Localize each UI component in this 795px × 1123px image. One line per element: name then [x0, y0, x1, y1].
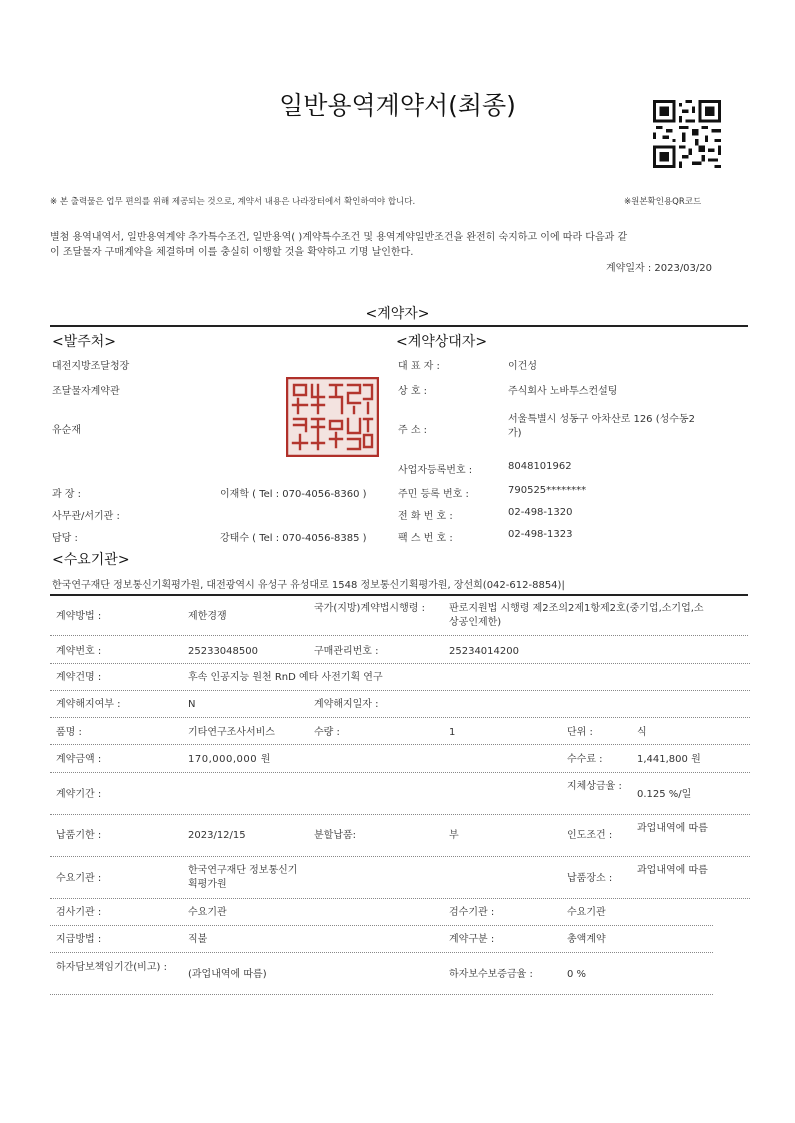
- contractor-label: 사업자등록번호 :: [398, 465, 473, 476]
- mgmt-value: 25234014200: [449, 646, 519, 657]
- accept-value: 수요기관: [567, 907, 606, 918]
- row-divider: [50, 814, 750, 815]
- inspect-value: 수요기관: [188, 907, 227, 918]
- amount-label: 계약금액 :: [56, 754, 102, 765]
- clerk-label: 사무관/서기관 :: [52, 511, 120, 522]
- no-label: 계약번호 :: [56, 646, 102, 657]
- item-value: 기타연구조사서비스: [188, 727, 275, 738]
- inspect-label: 검사기관 :: [56, 907, 102, 918]
- contractor-value: 8048101962: [508, 461, 572, 472]
- name-value: 후속 인공지능 원천 RnD 예타 사전기획 연구: [188, 672, 383, 683]
- parties-heading: <계약자>: [365, 306, 430, 322]
- item-label: 품명 :: [56, 727, 82, 738]
- contractor-label: 전 화 번 호 :: [398, 511, 453, 522]
- document-title: 일반용역계약서(최종): [279, 91, 516, 120]
- delivery-cond-value: 과업내역에 따름: [637, 823, 708, 834]
- intro-line-2: 이 조달물자 구매계약을 체결하며 이를 충실히 이행할 것을 확약하고 기명 날인한다.: [50, 247, 414, 258]
- warranty-rate-value: 0 %: [567, 969, 587, 980]
- split-label: 분할납품:: [314, 830, 357, 841]
- method-label: 계약방법 :: [56, 611, 102, 622]
- row-divider: [50, 744, 750, 745]
- unit-value: 식: [637, 727, 647, 738]
- fee-label: 수수료 :: [567, 754, 603, 765]
- contractor-value: 02-498-1323: [508, 529, 573, 540]
- contractor-label: 팩 스 번 호 :: [398, 533, 453, 544]
- staff-label: 담당 :: [52, 533, 78, 544]
- type-label: 계약구분 :: [449, 934, 495, 945]
- demand-label: 수요기관 :: [56, 873, 102, 884]
- unit-label: 단위 :: [567, 727, 593, 738]
- orderer-officer-name: 유순재: [52, 425, 81, 436]
- contractor-value: 790525********: [508, 485, 587, 496]
- method-value: 제한경쟁: [188, 611, 227, 622]
- row-divider: [50, 717, 750, 718]
- chief-label: 과 장 :: [52, 489, 82, 500]
- contractor-label: 대 표 자 :: [398, 361, 440, 372]
- notice-text: ※ 본 출력물은 업무 편의를 위해 제공되는 것으로, 계약서 내용은 나라장터에서 확인하여야 합니다.: [50, 197, 416, 207]
- law-label: 국가(지방)계약법시행령 :: [314, 603, 425, 614]
- contractor-value: 서울특별시 성동구 아차산로 126 (성수동2가): [508, 414, 695, 439]
- demand-heading: <수요기관>: [52, 552, 130, 568]
- row-divider: [50, 690, 750, 691]
- row-divider: [50, 856, 750, 857]
- parties-divider: [50, 325, 748, 327]
- cancel-date-label: 계약해지일자 :: [314, 699, 379, 710]
- demand-text: 한국연구재단 정보통신기획평가원, 대전광역시 유성구 유성대로 1548 정보통신기획평가원, 장선희(042-612-8854)|: [52, 580, 565, 591]
- qty-value: 1: [449, 727, 456, 738]
- row-divider: [50, 898, 750, 899]
- row-divider: [50, 952, 713, 953]
- type-value: 총액계약: [567, 934, 606, 945]
- chief-value: 이재학 ( Tel : 070-4056-8360 ): [220, 489, 367, 500]
- staff-value: 강태수 ( Tel : 070-4056-8385 ): [220, 533, 367, 544]
- row-divider: [50, 635, 748, 636]
- warranty-rate-label: 하자보수보증금율 :: [449, 969, 533, 980]
- contractor-heading: <계약상대자>: [396, 334, 488, 350]
- orderer-org: 대전지방조달청장: [52, 361, 130, 372]
- row-divider: [50, 925, 713, 926]
- qr-label: ※원본확인용QR코드: [624, 197, 702, 207]
- due-label: 납품기한 :: [56, 830, 102, 841]
- cancel-value: N: [188, 699, 196, 710]
- qr-code: [653, 100, 721, 168]
- period-label: 계약기간 :: [56, 789, 102, 800]
- orderer-officer-title: 조달물자계약관: [52, 386, 120, 397]
- contractor-value: 02-498-1320: [508, 507, 573, 518]
- qty-label: 수량 :: [314, 727, 340, 738]
- mgmt-label: 구매관리번호 :: [314, 646, 379, 657]
- warranty-label: 하자담보책임기간(비고) :: [56, 962, 167, 973]
- contract-date: 계약일자 : 2023/03/20: [606, 263, 713, 274]
- table-top-divider: [50, 594, 748, 596]
- contractor-value: 주식회사 노바투스컨설팅: [508, 386, 618, 397]
- name-label: 계약건명 :: [56, 672, 102, 683]
- fee-value: 1,441,800 원: [637, 754, 701, 765]
- delay-value: 0.125 %/일: [637, 789, 692, 800]
- accept-label: 검수기관 :: [449, 907, 495, 918]
- row-divider: [50, 772, 750, 773]
- row-divider: [50, 663, 750, 664]
- warranty-value: (과업내역에 따름): [188, 969, 267, 980]
- place-value: 과업내역에 따름: [637, 865, 708, 876]
- contractor-label: 주민 등록 번호 :: [398, 489, 469, 500]
- contractor-value: 이건성: [508, 361, 537, 372]
- official-seal-image: [286, 377, 379, 457]
- orderer-heading: <발주처>: [52, 334, 117, 350]
- no-value: 25233048500: [188, 646, 258, 657]
- contractor-label: 상 호 :: [398, 386, 428, 397]
- due-value: 2023/12/15: [188, 830, 246, 841]
- amount-value: 170,000,000 원: [188, 754, 271, 765]
- delay-label: 지체상금율 :: [567, 781, 622, 792]
- cancel-label: 계약해지여부 :: [56, 699, 121, 710]
- pay-value: 직불: [188, 934, 208, 945]
- law-value: 판로지원법 시행령 제2조의2제1항제2호(중기업,소기업,소상공인제한): [449, 603, 704, 628]
- split-value: 부: [449, 830, 459, 841]
- demand-value: 한국연구재단 정보통신기획평가원: [188, 865, 298, 890]
- intro-line-1: 별첨 용역내역서, 일반용역계약 추가특수조건, 일반용역( )계약특수조건 및 용역계약일반조건을 완전히 숙지하고 이에 따라 다음과 같: [50, 232, 628, 243]
- row-divider: [50, 994, 713, 995]
- place-label: 납품장소 :: [567, 873, 613, 884]
- contractor-label: 주 소 :: [398, 425, 428, 436]
- pay-label: 지급방법 :: [56, 934, 102, 945]
- delivery-cond-label: 인도조건 :: [567, 830, 613, 841]
